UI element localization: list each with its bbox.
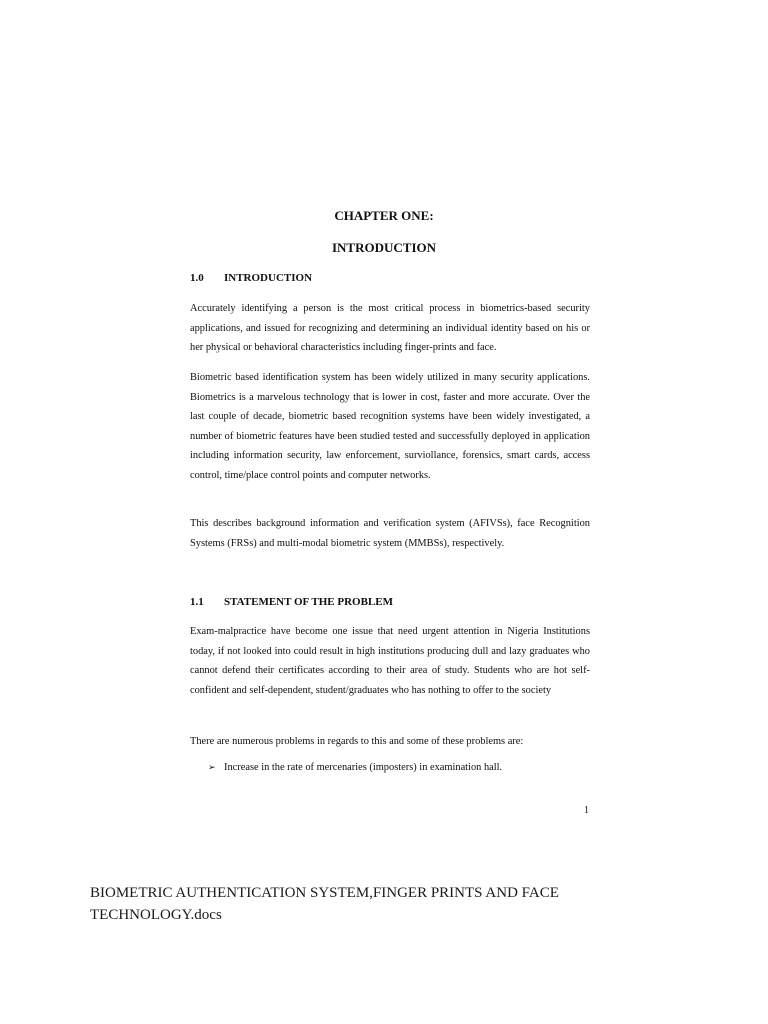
arrow-bullet-icon: ➢ (208, 762, 216, 772)
paragraph-problem-1: Exam-malpractice have become one issue that need urgent attention in Nigeria Institutions today, if not looked into could result in high institutions producing dull and lazy graduates who cannot defend their certificates according to their area of study. Students who are hot self-confident and self-dependent, student/graduates who has nothing to offer to the society (190, 626, 590, 696)
list-item (208, 762, 502, 773)
paragraph-problem-2: There are numerous problems in regards to this and some of these problems are: (190, 736, 524, 747)
section-number: 1.0 (190, 272, 204, 284)
list-item-text: Increase in the rate of mercenaries (imposters) in examination hall. (224, 762, 503, 773)
page-number: 1 (584, 805, 589, 816)
paragraph-intro-1: Accurately identifying a person is the most critical process in biometrics-based security applications, and issued for recognizing and determining an individual identity based on his or her physical or behavioral characteristics including finger-prints and face. (190, 303, 590, 353)
footer-line-1: BIOMETRIC AUTHENTICATION SYSTEM,FINGER PRINTS AND FACE (90, 885, 559, 901)
section-title: INTRODUCTION (224, 272, 313, 284)
section-heading-1-1 (190, 596, 393, 608)
chapter-title: CHAPTER ONE: (334, 208, 434, 223)
section-title: STATEMENT OF THE PROBLEM (224, 596, 394, 608)
section-number: 1.1 (190, 596, 204, 608)
section-heading-1-0 (190, 272, 312, 284)
document-footer (90, 882, 690, 926)
paragraph-intro-2: Biometric based identification system has been widely utilized in many security applications. Biometrics is a marvelous technology that is lower in cost, faster and more accurate. Over the last couple of decade, biometric based recognition systems have been widely investigated, a number of biometric features have been studied tested and successfully deployed in application including information security, law enforcement, surviollance, forensics, smart cards, access control, time/place control points and computer networks. (190, 372, 590, 481)
chapter-subtitle: INTRODUCTION (331, 240, 436, 255)
paragraph-intro-3: This describes background information and verification system (AFIVSs), face Recognition Systems (FRSs) and multi-modal biometric system (MMBSs), respectively. (190, 518, 590, 549)
footer-line-2: TECHNOLOGY.docs (90, 907, 222, 923)
